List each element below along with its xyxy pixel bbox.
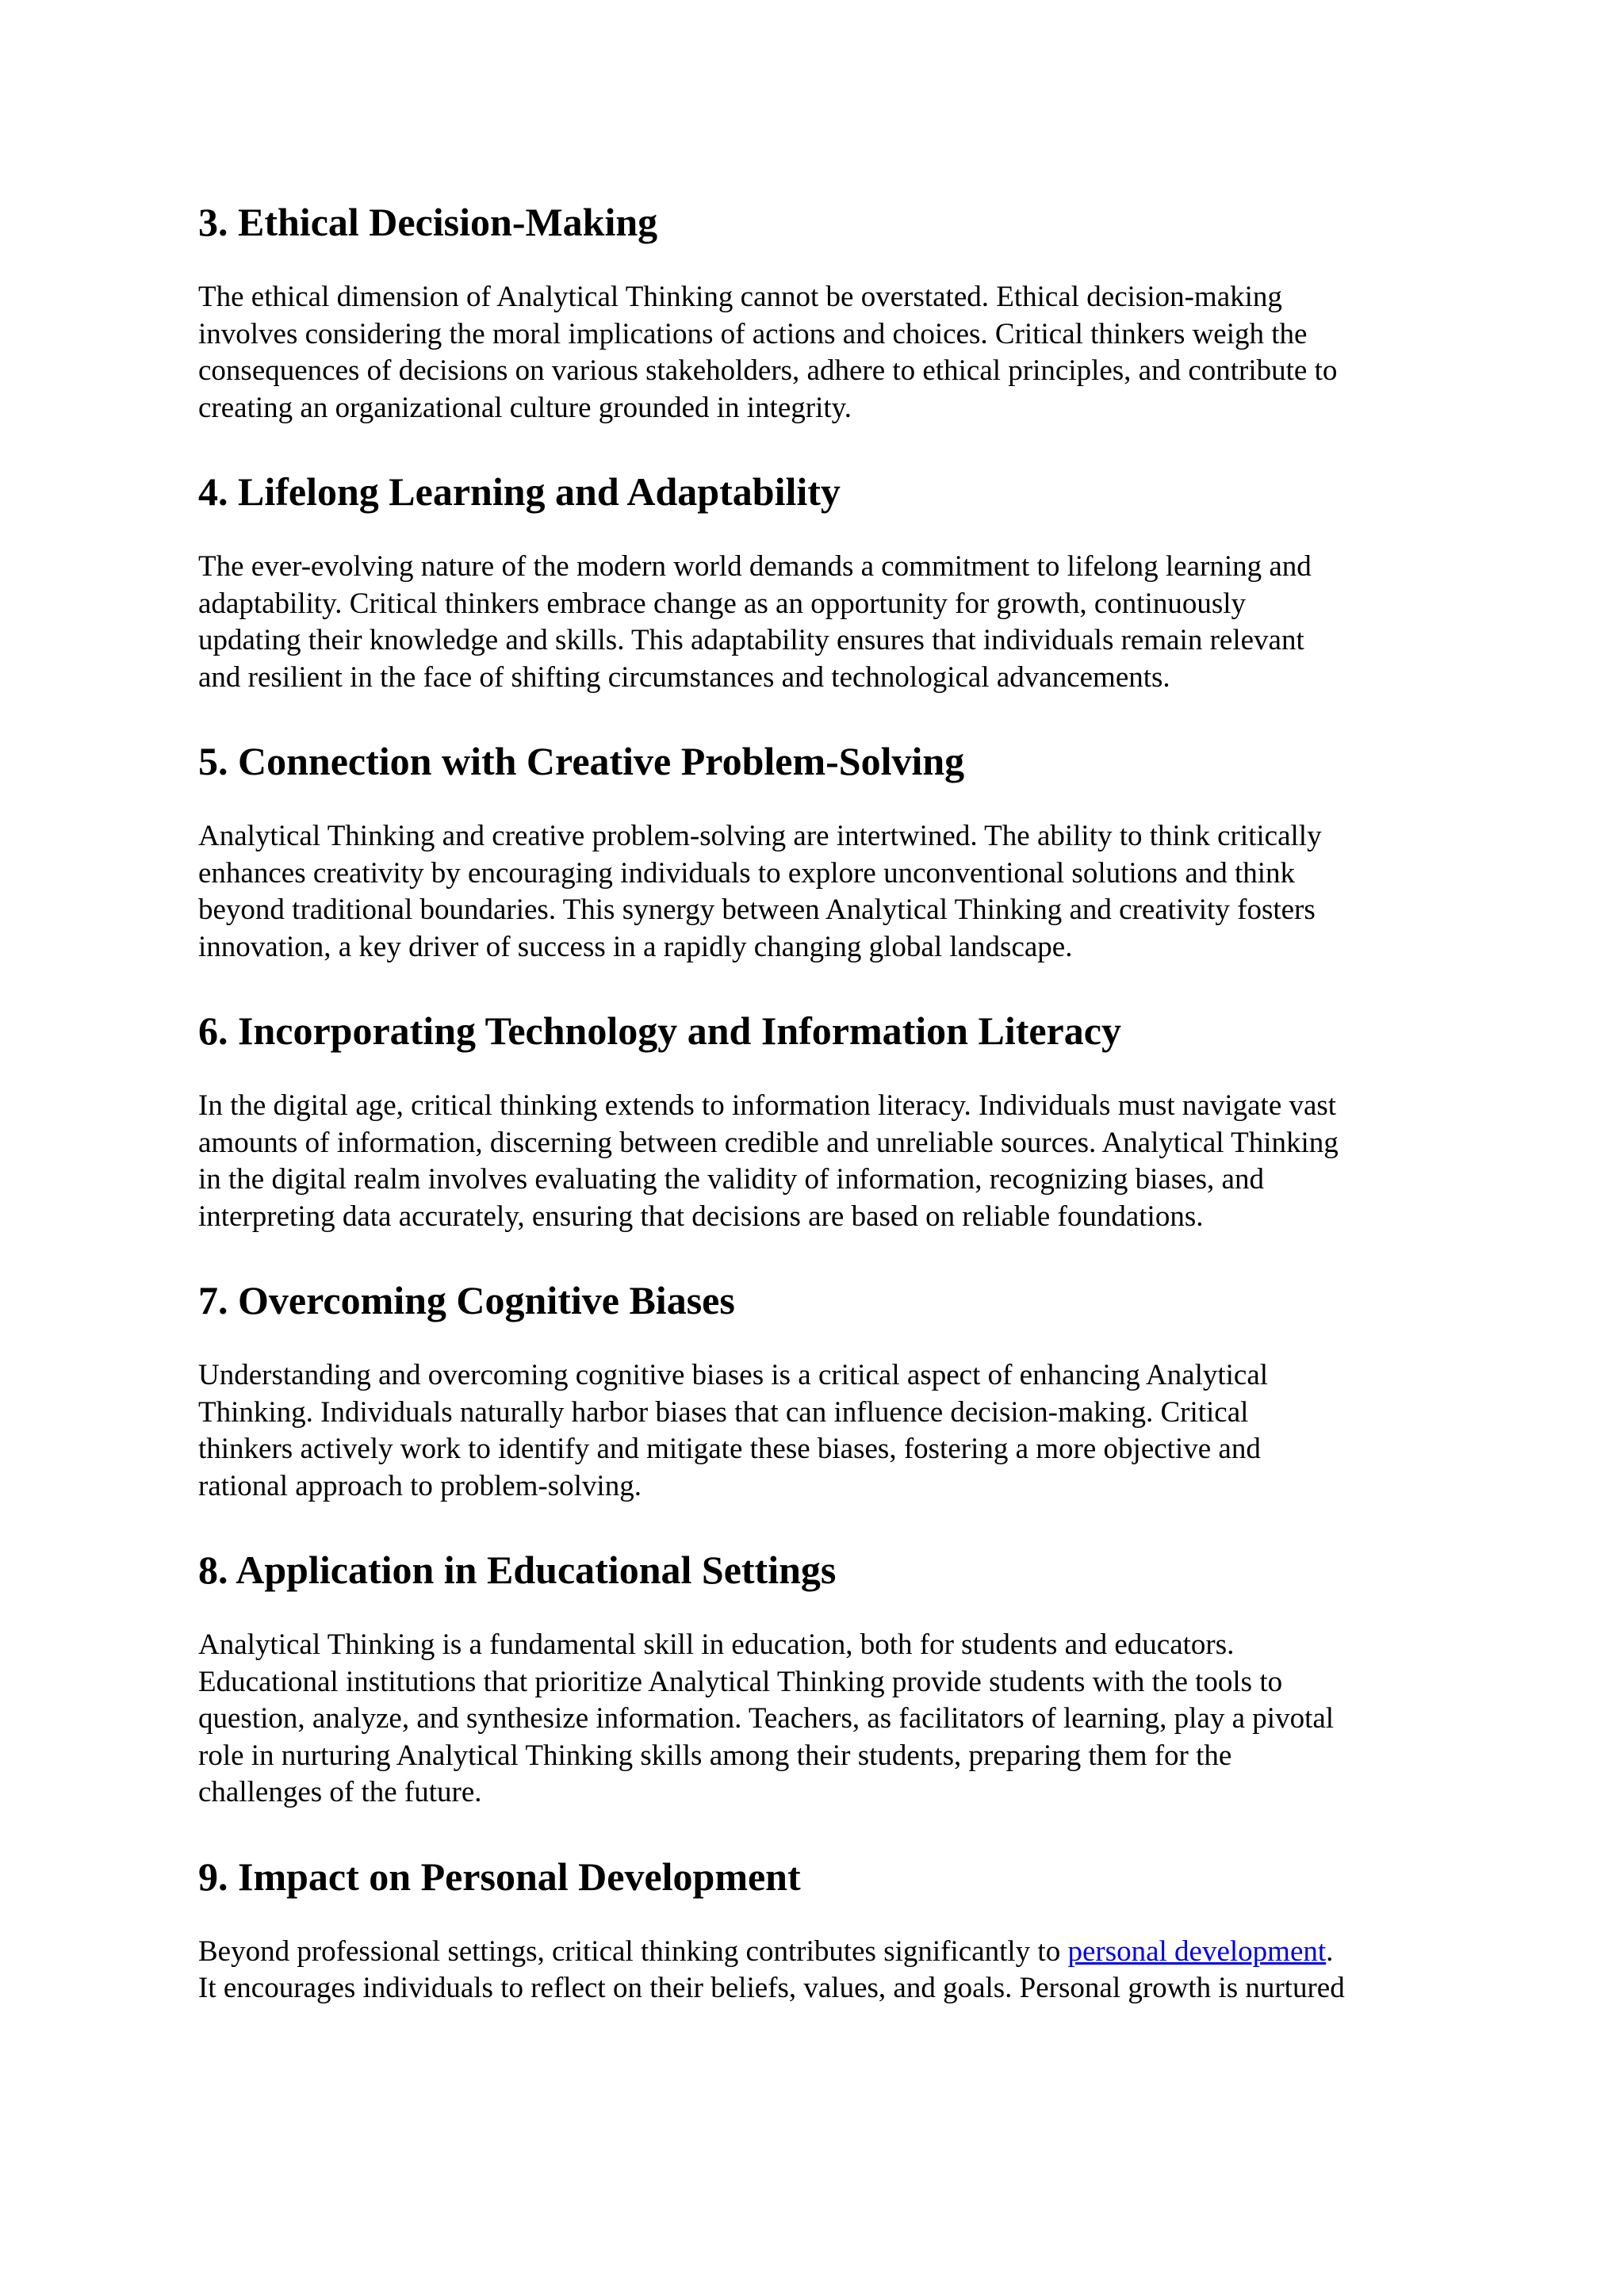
paragraph-line: updating their knowledge and skills. This adaptability ensures that individuals remain relevant xyxy=(198,624,1304,656)
paragraph-line: involves considering the moral implications of actions and choices. Critical thinkers weigh the xyxy=(198,317,1308,350)
paragraph-line: It encourages individuals to reflect on their beliefs, values, and goals. Personal growth is nurtured xyxy=(198,1972,1345,2004)
paragraph-text: Beyond professional settings, critical thinking contributes significantly to xyxy=(198,1934,1068,1968)
paragraph-line: rational approach to problem-solving. xyxy=(198,1469,642,1502)
paragraph-line: The ever-evolving nature of the modern world demands a commitment to lifelong learning and xyxy=(198,550,1312,583)
section-paragraph-lifelong-learning xyxy=(198,549,1451,696)
section-paragraph-information-literacy xyxy=(198,1088,1451,1235)
paragraph-line: adaptability. Critical thinkers embrace change as an opportunity for growth, continuously xyxy=(198,587,1247,620)
paragraph-line: Educational institutions that prioritize Analytical Thinking provide students with the tools to xyxy=(198,1665,1283,1698)
section-heading-cognitive-biases: 7. Overcoming Cognitive Biases xyxy=(198,1278,735,1322)
section-heading-ethical-decision-making: 3. Ethical Decision-Making xyxy=(198,200,658,244)
section-paragraph-educational-settings xyxy=(198,1627,1451,1812)
paragraph-line: and resilient in the face of shifting circumstances and technological advancements. xyxy=(198,660,1170,694)
paragraph-line: beyond traditional boundaries. This synergy between Analytical Thinking and creativity fosters xyxy=(198,894,1316,926)
section-paragraph-creative-problem-solving xyxy=(198,818,1451,966)
section-heading-creative-problem-solving: 5. Connection with Creative Problem-Solving xyxy=(198,739,965,783)
section-heading-educational-settings: 8. Application in Educational Settings xyxy=(198,1548,837,1592)
paragraph-text: . xyxy=(1326,1934,1334,1968)
personal-development-link[interactable]: personal development xyxy=(1067,1934,1327,1968)
paragraph-line: consequences of decisions on various stakeholders, adhere to ethical principles, and contribute to xyxy=(198,354,1338,387)
paragraph-line: In the digital age, critical thinking extends to information literacy. Individuals must navigate vast xyxy=(198,1089,1337,1122)
paragraph-line: challenges of the future. xyxy=(198,1776,482,1808)
paragraph-line: interpreting data accurately, ensuring that decisions are based on reliable foundations. xyxy=(198,1200,1204,1233)
paragraph-line: Understanding and overcoming cognitive biases is a critical aspect of enhancing Analytical xyxy=(198,1359,1269,1391)
paragraph-line: Thinking. Individuals naturally harbor biases that can influence decision-making. Critical xyxy=(198,1395,1249,1429)
paragraph-line: Analytical Thinking and creative problem-solving are intertwined. The ability to think critically xyxy=(198,820,1322,852)
section-heading-information-literacy: 6. Incorporating Technology and Information Literacy xyxy=(198,1008,1121,1053)
section-heading-lifelong-learning: 4. Lifelong Learning and Adaptability xyxy=(198,469,841,514)
paragraph-line: amounts of information, discerning between credible and unreliable sources. Analytical Thinking xyxy=(198,1126,1339,1159)
paragraph-line: creating an organizational culture grounded in integrity. xyxy=(198,391,852,424)
section-heading-personal-development: 9. Impact on Personal Development xyxy=(198,1854,801,1899)
paragraph-line: role in nurturing Analytical Thinking skills among their students, preparing them for the xyxy=(198,1739,1232,1772)
paragraph-line: thinkers actively work to identify and mitigate these biases, fostering a more objective and xyxy=(198,1433,1261,1465)
paragraph-line: The ethical dimension of Analytical Thinking cannot be overstated. Ethical decision-making xyxy=(198,281,1282,313)
paragraph-line: innovation, a key driver of success in a rapidly changing global landscape. xyxy=(198,930,1073,963)
paragraph-line xyxy=(198,1934,1451,1971)
paragraph-line: question, analyze, and synthesize information. Teachers, as facilitators of learning, play a pivotal xyxy=(198,1702,1335,1735)
paragraph-line: Analytical Thinking is a fundamental skill in education, both for students and educators. xyxy=(198,1628,1235,1661)
paragraph-line: enhances creativity by encouraging individuals to explore unconventional solutions and think xyxy=(198,856,1296,890)
paragraph-line: in the digital realm involves evaluating the validity of information, recognizing biases, and xyxy=(198,1163,1264,1196)
section-paragraph-ethical-decision-making xyxy=(198,279,1451,427)
section-paragraph-cognitive-biases xyxy=(198,1357,1451,1505)
section-paragraph-personal-development xyxy=(198,1934,1451,2007)
article-content xyxy=(198,197,1451,2047)
